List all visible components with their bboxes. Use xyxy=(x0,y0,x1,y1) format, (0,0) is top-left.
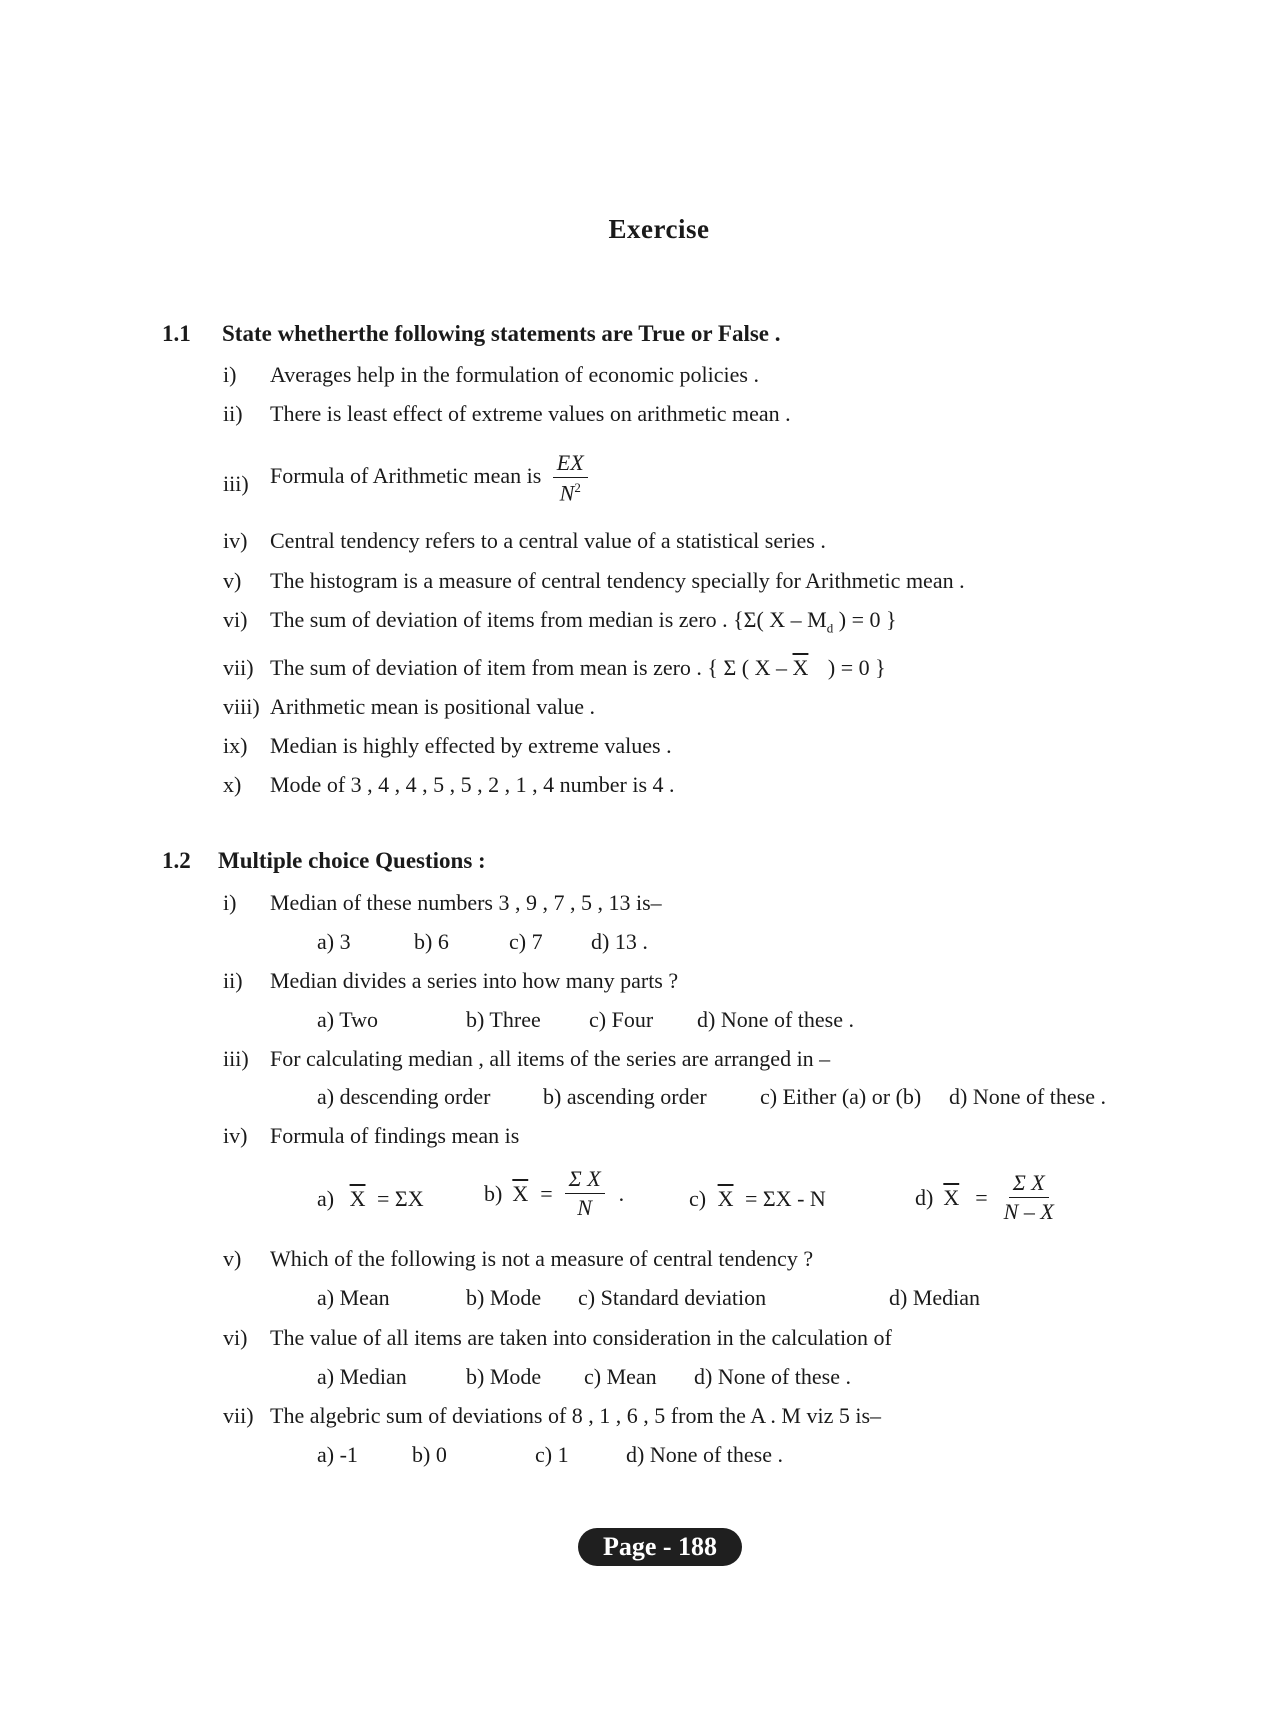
option-letter: d) xyxy=(915,1184,934,1210)
question-label: vii) xyxy=(223,1403,254,1428)
question-text: Median of these numbers 3 , 9 , 7 , 5 , 13 is– xyxy=(270,890,662,915)
fraction-denominator: N xyxy=(577,1195,592,1220)
option: d) None of these . xyxy=(949,1084,1107,1109)
formula-rest: = ΣX xyxy=(371,1186,424,1211)
option: b) Mode xyxy=(466,1364,542,1389)
item-text: Median is highly effected by extreme values . xyxy=(270,733,672,758)
section-title: Multiple choice Questions : xyxy=(218,848,486,873)
item-label: ii) xyxy=(223,401,243,426)
item-label: iii) xyxy=(223,471,249,496)
item-label: iv) xyxy=(223,528,248,553)
option: d) Median xyxy=(889,1285,981,1310)
question-text: The value of all items are taken into consideration in the calculation of xyxy=(270,1325,892,1350)
section-heading xyxy=(162,321,781,347)
item-text-part: ) = 0 } xyxy=(822,655,886,680)
section-heading xyxy=(162,848,486,874)
formula-option-c xyxy=(689,1186,826,1212)
item-label: i) xyxy=(223,362,237,387)
item-text: The histogram is a measure of central tendency specially for Arithmetic mean . xyxy=(270,568,965,593)
item-text: Central tendency refers to a central value of a statistical series . xyxy=(270,528,826,553)
denominator-exponent: 2 xyxy=(574,480,581,495)
section-number: 1.1 xyxy=(162,321,191,346)
fraction-numerator: Σ X xyxy=(565,1168,605,1194)
question-label: iv) xyxy=(223,1123,248,1148)
option: a) -1 xyxy=(317,1442,358,1467)
x-bar: $\overline{X}$ xyxy=(512,1180,529,1206)
x-bar: $\overline{X}$ xyxy=(943,1184,960,1210)
option: d) None of these . xyxy=(694,1364,852,1389)
option: a) 3 xyxy=(317,929,351,954)
denominator-base: N xyxy=(559,480,575,506)
question-text: Which of the following is not a measure of central tendency ? xyxy=(270,1246,814,1271)
option-letter: c) xyxy=(689,1186,707,1211)
item-text xyxy=(270,655,886,681)
question-label: i) xyxy=(223,890,237,915)
formula-option-b xyxy=(484,1168,624,1219)
option: a) Median xyxy=(317,1364,407,1389)
question-text: Median divides a series into how many parts ? xyxy=(270,968,679,993)
x-bar: $\overline{X}$ xyxy=(717,1186,734,1211)
option: d) None of these . xyxy=(626,1442,784,1467)
fraction-denominator xyxy=(560,478,581,504)
option: c) Four xyxy=(589,1007,654,1032)
question-label: ii) xyxy=(223,968,243,993)
option: d) None of these . xyxy=(697,1007,855,1032)
option-letter: a) xyxy=(317,1186,335,1211)
fraction-numerator: Σ X xyxy=(1009,1172,1049,1198)
item-label: ix) xyxy=(223,733,248,758)
option: a) Mean xyxy=(317,1285,390,1310)
item-text-part: Formula of Arithmetic mean is xyxy=(270,463,542,489)
page-number-badge: Page - 188 xyxy=(578,1528,742,1566)
question-label: iii) xyxy=(223,1046,249,1071)
fraction-numerator: EX xyxy=(553,452,588,478)
fraction xyxy=(553,452,588,504)
question-text: For calculating median , all items of the series are arranged in – xyxy=(270,1046,831,1071)
item-label: v) xyxy=(223,568,242,593)
option: c) 7 xyxy=(509,929,543,954)
option: b) Mode xyxy=(466,1285,542,1310)
subscript: d xyxy=(826,620,834,636)
equals-sign: = xyxy=(975,1184,988,1210)
fraction xyxy=(565,1168,605,1219)
option: d) 13 . xyxy=(591,929,648,954)
section-title: State whetherthe following statements are True or False . xyxy=(222,321,781,346)
item-text: Arithmetic mean is positional value . xyxy=(270,694,596,719)
item-text-part: ) = 0 } xyxy=(833,607,897,632)
question-text: The algebric sum of deviations of 8 , 1 , 6 , 5 from the A . M viz 5 is– xyxy=(270,1403,882,1428)
question-label: v) xyxy=(223,1246,242,1271)
x-bar: $\overline{X}$ xyxy=(792,655,809,680)
item-text: There is least effect of extreme values on arithmetic mean . xyxy=(270,401,791,426)
item-label: vii) xyxy=(223,655,254,680)
question-text: Formula of findings mean is xyxy=(270,1123,520,1148)
x-bar: $\overline{X}$ xyxy=(349,1186,366,1211)
formula-option-d xyxy=(915,1172,1054,1223)
option: b) Three xyxy=(466,1007,541,1032)
item-text xyxy=(270,452,588,504)
item-text-part: The sum of deviation of item from mean is zero . { Σ ( X – xyxy=(270,655,788,680)
option: a) descending order xyxy=(317,1084,491,1109)
fraction-denominator: N – X xyxy=(1003,1199,1054,1224)
fraction xyxy=(1004,1172,1054,1223)
item-label: viii) xyxy=(223,694,260,719)
formula-option-a xyxy=(317,1186,424,1212)
option: c) Either (a) or (b) xyxy=(760,1084,922,1109)
item-text: Averages help in the formulation of economic policies . xyxy=(270,362,759,387)
option: b) ascending order xyxy=(543,1084,707,1109)
option: c) 1 xyxy=(535,1442,569,1467)
option: b) 6 xyxy=(414,929,449,954)
option: c) Mean xyxy=(584,1364,657,1389)
option: c) Standard deviation xyxy=(578,1285,767,1310)
equals-sign: = xyxy=(540,1180,553,1206)
item-text-part: The sum of deviation of items from median is zero . {Σ( X – M xyxy=(270,607,827,632)
question-label: vi) xyxy=(223,1325,248,1350)
option: a) Two xyxy=(317,1007,378,1032)
period: . xyxy=(618,1180,625,1206)
formula-rest: = ΣX - N xyxy=(739,1186,826,1211)
option: b) 0 xyxy=(412,1442,447,1467)
section-number: 1.2 xyxy=(162,848,191,873)
page-title: Exercise xyxy=(608,214,710,244)
option-letter: b) xyxy=(484,1180,503,1206)
item-label: x) xyxy=(223,772,242,797)
item-label: vi) xyxy=(223,607,248,632)
item-text: Mode of 3 , 4 , 4 , 5 , 5 , 2 , 1 , 4 number is 4 . xyxy=(270,772,675,797)
item-text xyxy=(270,607,897,636)
